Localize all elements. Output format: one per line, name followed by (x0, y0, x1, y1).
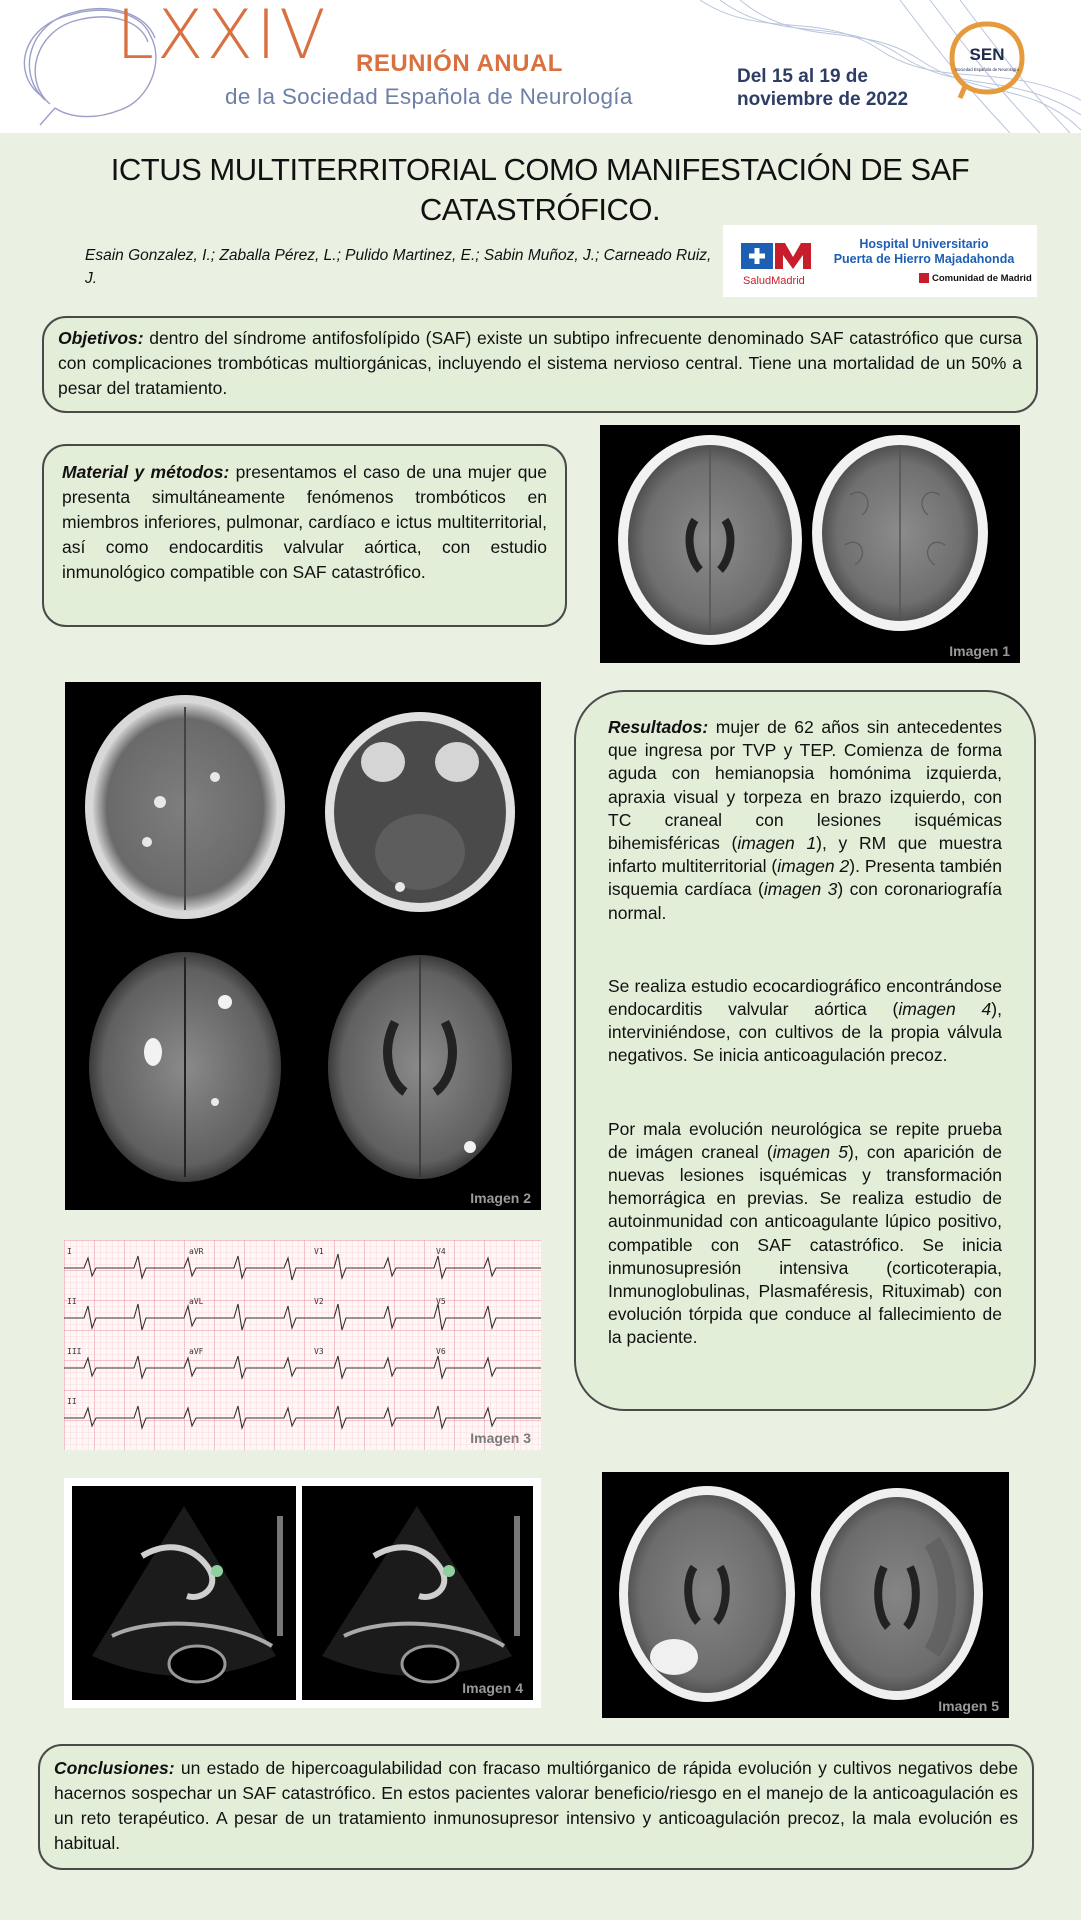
resultados-text: ) con coronariografía normal. (608, 879, 1002, 923)
image-reference: imagen 3 (763, 879, 838, 900)
image-reference: imagen 5 (772, 1141, 849, 1162)
dates-line-1: Del 15 al 19 de (737, 66, 868, 87)
title-line-2: CATASTRÓFICO. (419, 192, 661, 227)
image-3-ecg (64, 1240, 541, 1450)
image-5-ct (602, 1472, 1009, 1718)
objetivos-text: dentro del síndrome antifosfolípido (SAF) existe un subtipo infrecuente denominado SAF catastrófico que cursa con complicaciones trombóticas multiorgánicas, incluyendo el sistema nervioso central. Tiene una mortalidad de un 50% a pesar del tratamiento. (58, 328, 1022, 398)
objetivos-heading: Objetivos: (58, 328, 144, 348)
comunidad-label: Comunidad de Madrid (932, 273, 1032, 284)
meeting-number: LXXIV (116, 0, 329, 75)
echo-right-figure (302, 1486, 533, 1700)
image-2-mri (65, 682, 541, 1210)
ecg-lead-label: V2 (314, 1297, 324, 1306)
echo-panel-left (72, 1486, 296, 1700)
resultados-paragraph-1 (608, 716, 1002, 925)
ecg-lead-label: aVR (189, 1247, 204, 1256)
ct-followup-figure (602, 1472, 1009, 1718)
dates-line-2: noviembre de 2022 (737, 88, 909, 110)
ecg-lead-label: II (67, 1297, 77, 1306)
ecg-lead-label: V4 (436, 1247, 446, 1256)
material-heading: Material y métodos: (62, 462, 230, 482)
echo-left-figure (72, 1486, 296, 1700)
sen-logo-text: SEN (969, 45, 1005, 64)
hospital-line-1: Hospital Universitario (859, 237, 989, 251)
mri-figure (65, 682, 541, 1210)
resultados-paragraph-3 (608, 1118, 1002, 1350)
sen-logo-subtext: Sociedad Española de Neurología (955, 67, 1019, 72)
authors: Esain Gonzalez, I.; Zaballa Pérez, L.; Pulido Martinez, E.; Sabin Muñoz, J.; Carneado Ruiz, J. (85, 247, 712, 287)
image-reference: imagen 2 (777, 856, 850, 877)
conclusiones-heading: Conclusiones: (54, 1758, 175, 1778)
sen-logo (946, 18, 1028, 102)
society-name: de la Sociedad Española de Neurología (225, 84, 633, 109)
image-4-echo (64, 1478, 541, 1708)
image-5-label: Imagen 5 (938, 1698, 999, 1714)
ecg-figure (64, 1240, 541, 1450)
image-2-label: Imagen 2 (470, 1190, 531, 1206)
image-4-label: Imagen 4 (462, 1680, 523, 1696)
comunidad-madrid (919, 273, 1032, 284)
resultados-paragraph-2 (608, 975, 1002, 1068)
ecg-lead-label: II (67, 1397, 77, 1406)
hospital-line-2: Puerta de Hierro Majadahonda (833, 252, 1015, 266)
resultados-text: Por mala evolución neurológica se repite prueba de imágen craneal ( (608, 1118, 1002, 1162)
salud-madrid: SaludMadrid (743, 275, 805, 287)
ecg-lead-label: III (67, 1347, 82, 1356)
ecg-lead-label: V1 (314, 1247, 324, 1256)
resultados-box (574, 690, 1036, 1411)
image-reference: imagen 4 (898, 999, 992, 1020)
image-3-label: Imagen 3 (470, 1430, 531, 1446)
resultados-heading: Resultados: (608, 717, 709, 737)
ecg-lead-label: V6 (436, 1347, 446, 1356)
ecg-lead-label: aVL (189, 1297, 204, 1306)
image-1-label: Imagen 1 (949, 643, 1010, 659)
hospital-name (819, 237, 1029, 267)
poster-title (80, 150, 1000, 230)
resultados-text: ), y RM que muestra infarto multiterritorial ( (608, 833, 1002, 877)
ct-scan-figure (600, 425, 1020, 663)
title-line-1: ICTUS MULTITERRITORIAL COMO MANIFESTACIÓN DE SAF (110, 152, 970, 187)
resultados-text: ), con aparición de nuevas lesiones isquémicas y transformación hemorrágica en previas. Se realiza estudio de autoinmunidad con anticoagulante lúpico positivo, compatible con SAF catastrófico. Se inicia inmunosupresión intensiva (corticoterapia, Inmunoglobulinas, Plasmaféresis, Rituximab) con evolución tórpida que conduce al fallecimiento de la paciente. (608, 1141, 1002, 1348)
ecg-lead-label: I (67, 1247, 72, 1256)
echo-panel-right (302, 1486, 533, 1700)
ecg-lead-label: aVF (189, 1347, 204, 1356)
conclusiones-text: un estado de hipercoagulabilidad con fracaso multiórganico de rápida evolución y cultivos negativos debe hacernos sospechar un SAF catastrófico. En estos pacientes valorar beneficio/riesgo en el manejo de la anticoagulación es un reto terapéutico. A pesar de un tratamiento inmunosupresor intensivo y anticoagulación precoz, la mala evolución es habitual. (54, 1758, 1018, 1853)
conclusiones-box (38, 1744, 1034, 1870)
resultados-text: mujer de 62 años sin antecedentes que ingresa por TVP y TEP. Comienza de forma aguda con hemianopsia homónima izquierda, apraxia visual y torpeza en brazo izquierdo, con TC craneal con lesiones isquémicas bihemisféricas ( (608, 717, 1002, 854)
meeting-dates (737, 66, 908, 112)
image-reference: imagen 1 (737, 833, 817, 854)
resultados-text: Se realiza estudio ecocardiográfico encontrándose endocarditis valvular aórtica ( (608, 975, 1002, 1020)
madrid-star-logo (741, 239, 811, 273)
material-text: presentamos el caso de una mujer que presenta simultáneamente fenómenos trombóticos en miembros inferiores, pulmonar, cardíaco e ictus multiterritorial, así como endocarditis valvular aórtica, con estudio inmunológico compatible con SAF catastrófico. (62, 462, 547, 582)
resultados-text: ). Presenta también isquemia cardíaca ( (608, 856, 1002, 900)
ecg-lead-label: V5 (436, 1297, 446, 1306)
flag-icon (919, 273, 929, 283)
ecg-lead-label: V3 (314, 1347, 324, 1356)
objetivos-box (42, 316, 1038, 413)
image-1-ct (600, 425, 1020, 663)
material-box (42, 444, 567, 627)
meeting-title: REUNIÓN ANUAL (356, 50, 563, 77)
header-banner (0, 0, 1081, 133)
hospital-logo (723, 225, 1037, 297)
resultados-text: ), interviniéndose, con cultivos de la propia válvula negativos. Se inicia anticoagulación precoz. (608, 999, 1002, 1066)
